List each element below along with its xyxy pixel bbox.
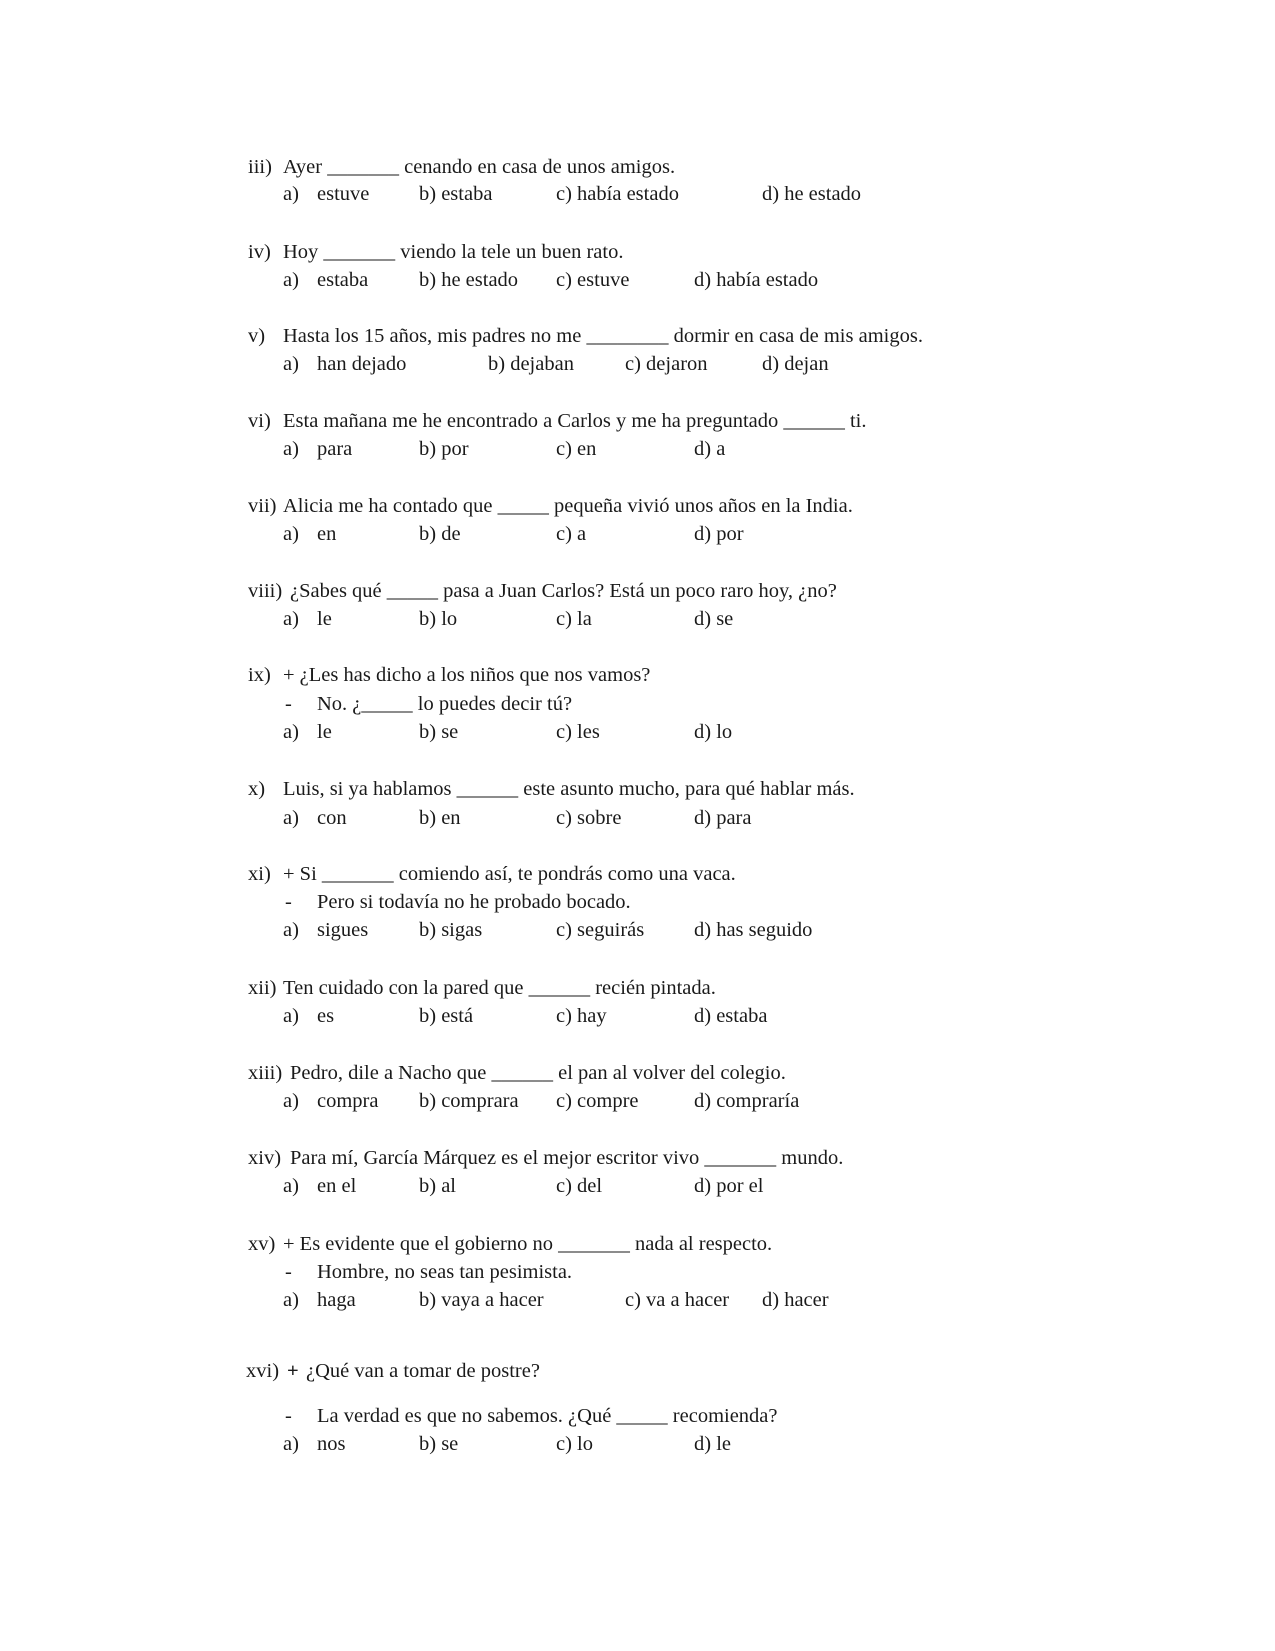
option-letter: a): [283, 438, 299, 460]
option-a: sigues: [317, 919, 369, 941]
option-a: es: [317, 1005, 335, 1027]
option-b: b) vaya a hacer: [419, 1289, 544, 1311]
option-letter: a): [283, 608, 299, 630]
reply-text: La verdad es que no sabemos. ¿Qué _____ recomienda?: [317, 1405, 778, 1427]
question-text: Ten cuidado con la pared que ______ recién pintada.: [283, 977, 716, 999]
reply-text: No. ¿_____ lo puedes decir tú?: [317, 693, 573, 715]
option-a: han dejado: [317, 353, 407, 375]
question-number: ix): [248, 664, 271, 686]
option-d: d) a: [694, 438, 726, 460]
option-c: c) estuve: [556, 269, 630, 291]
option-c: c) lo: [556, 1433, 593, 1455]
option-b: b) al: [419, 1175, 456, 1197]
question-text: Luis, si ya hablamos ______ este asunto mucho, para qué hablar más.: [283, 778, 855, 800]
option-c: c) les: [556, 721, 600, 743]
reply-text: Hombre, no seas tan pesimista.: [317, 1261, 573, 1283]
option-c: c) la: [556, 608, 592, 630]
question-number: xv): [248, 1233, 276, 1255]
question-number: xii): [248, 977, 277, 999]
option-b: b) lo: [419, 608, 458, 630]
option-d: d) lo: [694, 721, 733, 743]
option-a: para: [317, 438, 353, 460]
question-text: Para mí, García Márquez es el mejor escritor vivo _______ mundo.: [290, 1147, 844, 1169]
question-text: + Es evidente que el gobierno no _______ nada al respecto.: [283, 1233, 773, 1255]
option-d: d) compraría: [694, 1090, 800, 1112]
question-text: Hoy _______ viendo la tele un buen rato.: [283, 241, 624, 263]
option-c: c) había estado: [556, 183, 679, 205]
question-number: iii): [248, 156, 272, 178]
question-text: ¿Sabes qué _____ pasa a Juan Carlos? Está un poco raro hoy, ¿no?: [290, 580, 837, 602]
question-text: + ¿Les has dicho a los niños que nos vamos?: [283, 664, 651, 686]
option-c: c) del: [556, 1175, 603, 1197]
option-d: d) has seguido: [694, 919, 813, 941]
option-d: d) para: [694, 807, 752, 829]
question-number: xi): [248, 863, 271, 885]
question-text: Alicia me ha contado que _____ pequeña vivió unos años en la India.: [283, 495, 853, 517]
option-letter: a): [283, 1090, 299, 1112]
option-b: b) he estado: [419, 269, 519, 291]
option-d: d) hacer: [762, 1289, 829, 1311]
option-letter: a): [283, 1433, 299, 1455]
option-b: b) está: [419, 1005, 474, 1027]
option-a: compra: [317, 1090, 379, 1112]
option-a: estuve: [317, 183, 370, 205]
question-number: iv): [248, 241, 271, 263]
reply-dash: -: [285, 1261, 292, 1283]
option-c: c) dejaron: [625, 353, 708, 375]
option-b: b) comprara: [419, 1090, 519, 1112]
option-d: d) le: [694, 1433, 731, 1455]
option-c: c) seguirás: [556, 919, 645, 941]
question-number: xiv): [248, 1147, 282, 1169]
question-number: x): [248, 778, 266, 800]
option-a: con: [317, 807, 347, 829]
option-c: c) en: [556, 438, 597, 460]
question-number: v): [248, 325, 266, 347]
question-text: Hasta los 15 años, mis padres no me ________ dormir en casa de mis amigos.: [283, 325, 923, 347]
option-a: estaba: [317, 269, 369, 291]
question-number: xiii): [248, 1062, 283, 1084]
option-a: haga: [317, 1289, 356, 1311]
question-number: vii): [248, 495, 277, 517]
question-text: + Si _______ comiendo así, te pondrás como una vaca.: [283, 863, 736, 885]
question-text: Pedro, dile a Nacho que ______ el pan al volver del colegio.: [290, 1062, 786, 1084]
option-c: c) compre: [556, 1090, 639, 1112]
option-d: d) he estado: [762, 183, 862, 205]
option-a: en el: [317, 1175, 357, 1197]
option-letter: a): [283, 721, 299, 743]
option-d: d) había estado: [694, 269, 819, 291]
option-b: b) se: [419, 1433, 459, 1455]
option-d: d) por: [694, 523, 744, 545]
option-letter: a): [283, 353, 299, 375]
question-text: Ayer _______ cenando en casa de unos amigos.: [283, 156, 676, 178]
option-c: c) a: [556, 523, 587, 545]
option-d: d) dejan: [762, 353, 829, 375]
option-c: c) sobre: [556, 807, 622, 829]
question-number: viii): [248, 580, 283, 602]
option-a: nos: [317, 1433, 346, 1455]
option-letter: a): [283, 269, 299, 291]
option-c: c) va a hacer: [625, 1289, 730, 1311]
option-letter: a): [283, 1005, 299, 1027]
option-b: b) sigas: [419, 919, 483, 941]
option-b: b) de: [419, 523, 461, 545]
option-a: le: [317, 608, 332, 630]
question-plus-marker: +: [287, 1360, 299, 1382]
reply-dash: -: [285, 891, 292, 913]
option-b: b) dejaban: [488, 353, 574, 375]
option-b: b) se: [419, 721, 459, 743]
option-letter: a): [283, 807, 299, 829]
reply-dash: -: [285, 693, 292, 715]
option-a: en: [317, 523, 337, 545]
option-letter: a): [283, 1175, 299, 1197]
option-letter: a): [283, 183, 299, 205]
option-b: b) por: [419, 438, 469, 460]
option-d: d) se: [694, 608, 734, 630]
option-b: b) en: [419, 807, 461, 829]
option-letter: a): [283, 1289, 299, 1311]
option-letter: a): [283, 523, 299, 545]
question-number: xvi): [246, 1360, 280, 1382]
option-c: c) hay: [556, 1005, 607, 1027]
option-a: le: [317, 721, 332, 743]
reply-text: Pero si todavía no he probado bocado.: [317, 891, 631, 913]
question-number: vi): [248, 410, 271, 432]
reply-dash: -: [285, 1405, 292, 1427]
option-letter: a): [283, 919, 299, 941]
question-text: ¿Qué van a tomar de postre?: [306, 1360, 540, 1382]
option-d: d) estaba: [694, 1005, 768, 1027]
question-text: Esta mañana me he encontrado a Carlos y me ha preguntado ______ ti.: [283, 410, 867, 432]
option-b: b) estaba: [419, 183, 493, 205]
option-d: d) por el: [694, 1175, 764, 1197]
